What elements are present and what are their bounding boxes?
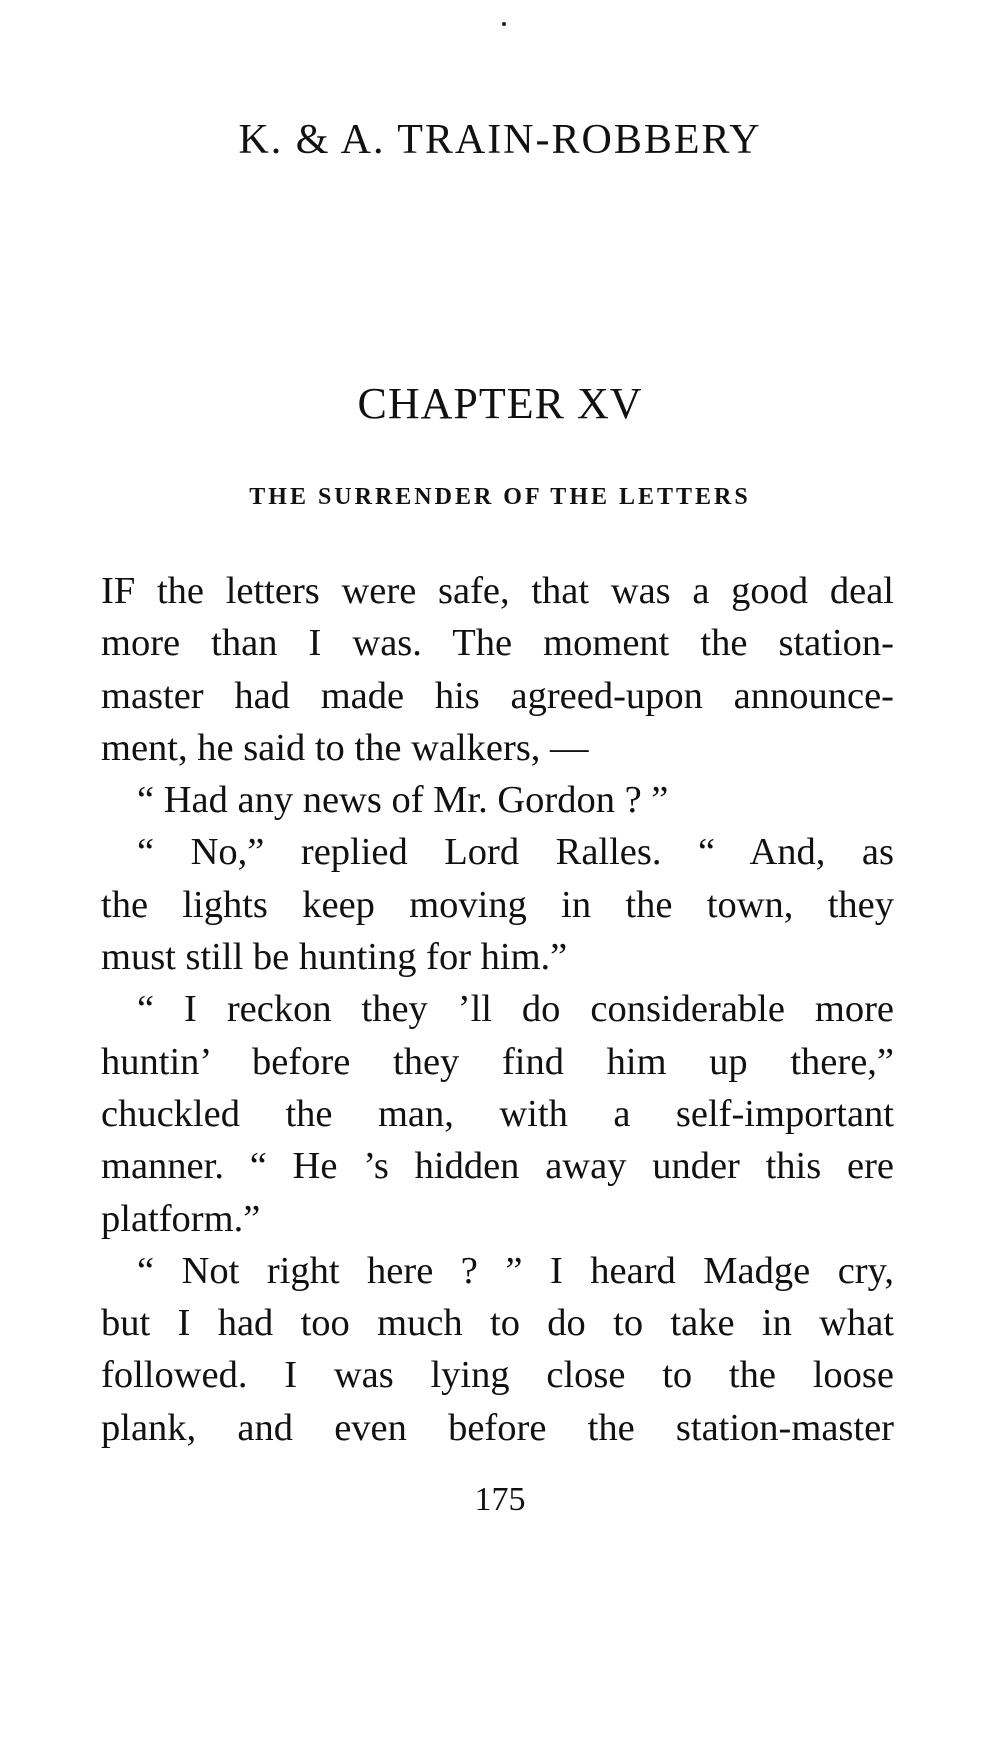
chapter-subtitle: THE SURRENDER OF THE LETTERS: [249, 484, 751, 510]
text-line: platform.”: [101, 1197, 261, 1240]
text-line: IF the letters were safe, that was a good deal: [101, 570, 894, 612]
page-number: 175: [474, 1481, 526, 1518]
text-line: “ I reckon they ’ll do considerable more: [137, 988, 894, 1031]
running-head: K. & A. TRAIN-ROBBERY: [238, 117, 762, 163]
text-line: “ Had any news of Mr. Gordon ? ”: [137, 779, 669, 822]
text-line: more than I was. The moment the station-: [101, 622, 894, 665]
text-line: huntin’ before they find him up there,”: [101, 1040, 894, 1083]
text-line: the lights keep moving in the town, they: [101, 883, 894, 926]
ink-dot: [502, 22, 506, 26]
text-line: master had made his agreed-upon announce-: [101, 674, 894, 717]
text-line: ment, he said to the walkers, —: [101, 726, 589, 769]
text-line: but I had too much to do to take in what: [101, 1302, 894, 1345]
text-line: manner. “ He ’s hidden away under this ere: [101, 1145, 894, 1188]
text-line: followed. I was lying close to the loose: [101, 1354, 894, 1397]
body-text: [101, 565, 894, 1454]
text-line: “ Not right here ? ” I heard Madge cry,: [137, 1249, 894, 1292]
text-line: plank, and even before the station-master: [101, 1406, 894, 1449]
text-line: “ No,” replied Lord Ralles. “ And, as: [137, 831, 894, 874]
text-line: must still be hunting for him.”: [101, 936, 568, 979]
text-line: chuckled the man, with a self-important: [101, 1092, 894, 1135]
chapter-title: CHAPTER XV: [357, 379, 643, 428]
